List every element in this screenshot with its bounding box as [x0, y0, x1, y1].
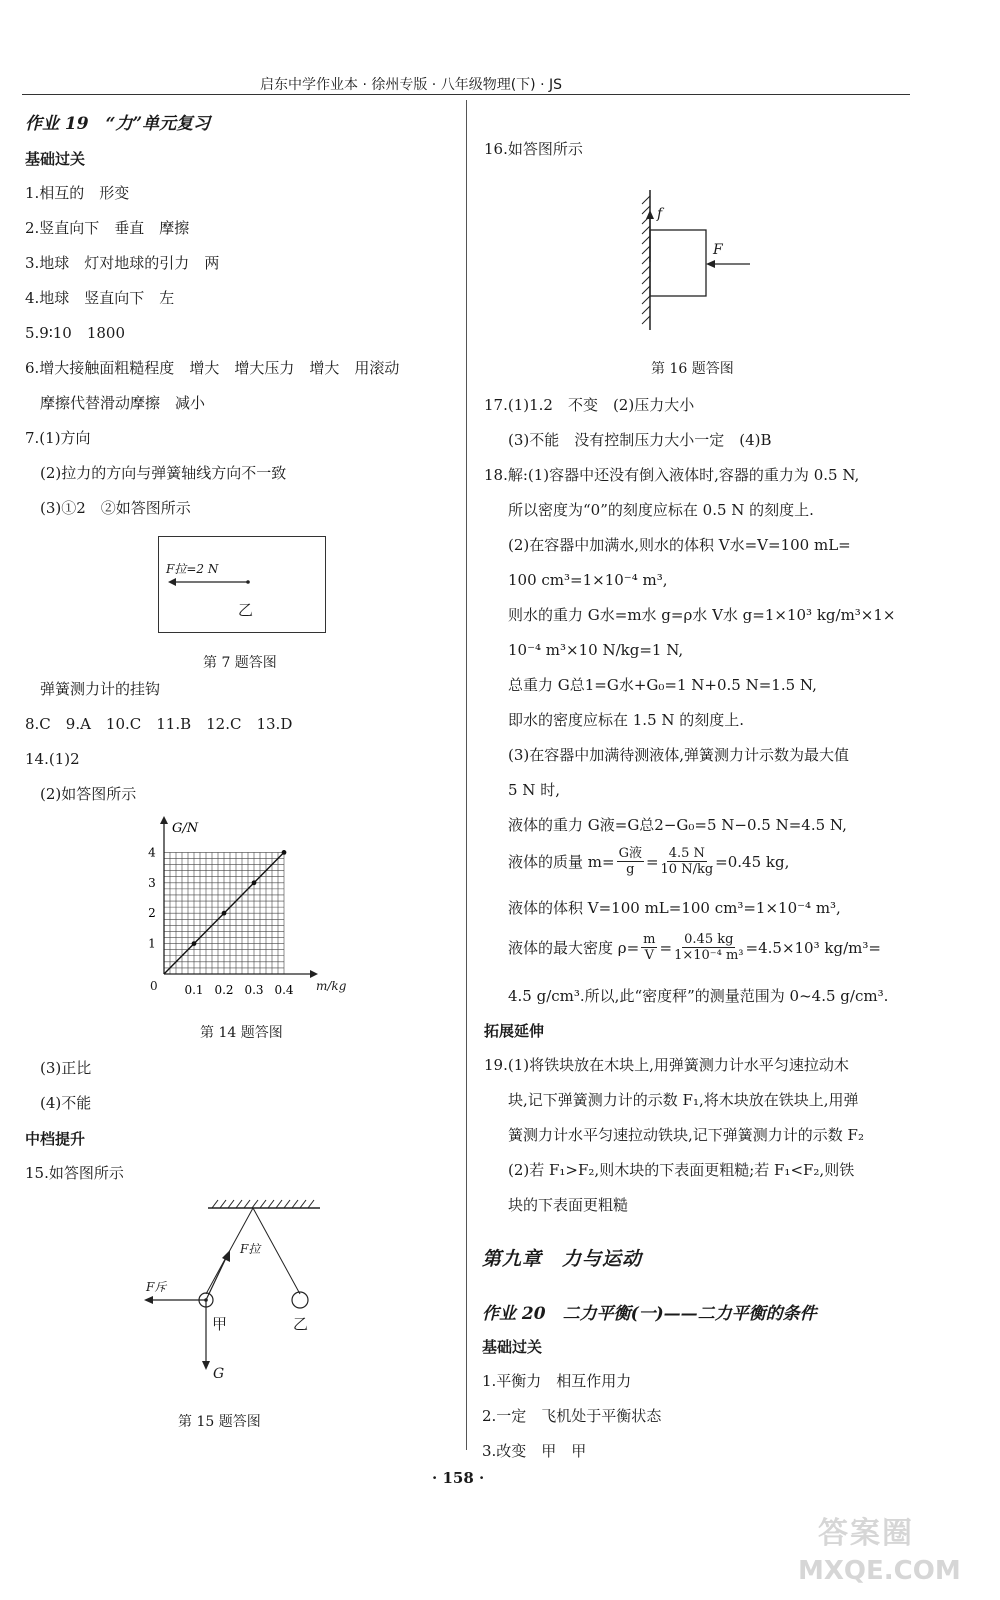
basic-heading-2: 基础过关 — [482, 1338, 543, 1356]
answer-20-2: 2.一定 飞机处于平衡状态 — [482, 1407, 662, 1425]
answer-7-after: 弹簧测力计的挂钩 — [40, 680, 161, 698]
answer-20-1: 1.平衡力 相互作用力 — [482, 1372, 632, 1390]
answer-5: 5.9∶10 1800 — [25, 324, 126, 342]
answer-3: 3.地球 灯对地球的引力 两 — [25, 254, 220, 272]
answer-2: 2.竖直向下 垂直 摩擦 — [25, 219, 190, 237]
answer-17-1: 17.(1)1.2 不变 (2)压力大小 — [484, 396, 695, 414]
ball-yi — [292, 1292, 308, 1308]
answer-7-3: (3)①2 ②如答图所示 — [40, 499, 191, 517]
fraction-num: m — [643, 932, 656, 947]
figure-15-diagram — [140, 1196, 340, 1396]
answer-18-7: 总重力 G总1=G水+G₀=1 N+0.5 N=1.5 N, — [508, 676, 817, 694]
answer-14-1: 14.(1)2 — [25, 750, 80, 768]
fraction-den: 10 N/kg — [660, 862, 714, 877]
answer-7-2: (2)拉力的方向与弹簧轴线方向不一致 — [40, 464, 287, 482]
fraction-values — [674, 932, 743, 963]
answer-1: 1.相互的 形变 — [25, 184, 130, 202]
answer-6-line2: 摩擦代替滑动摩擦 减小 — [40, 394, 206, 412]
equals-sign: = — [645, 852, 659, 871]
label-F-la: F拉 — [240, 1242, 261, 1256]
density-prefix: 液体的最大密度 ρ= — [508, 938, 640, 957]
label-F-chi: F斥 — [146, 1280, 167, 1294]
fraction-den: 1×10⁻⁴ m³ — [674, 948, 744, 963]
answer-19-2: 块,记下弹簧测力计的示数 F₁,将木块放在铁块上,用弹 — [508, 1091, 859, 1109]
section-title-19: 作业 19 “力”单元复习 — [25, 114, 211, 134]
y-tick-label: 2 — [148, 906, 156, 921]
figure-14-caption: 第 14 题答图 — [200, 1025, 283, 1041]
answer-8-13: 8.C 9.A 10.C 11.B 12.C 13.D — [25, 715, 293, 733]
x-axis-arrow — [310, 970, 318, 978]
running-header: 启东中学作业本 · 徐州专版 · 八年级物理(下) · JS — [260, 77, 562, 93]
watermark-logo: 答案圈 — [818, 1516, 914, 1551]
fraction-den: g — [626, 862, 635, 877]
figure-16-caption: 第 16 题答图 — [651, 361, 734, 377]
equals-sign: = — [659, 938, 673, 957]
fraction-num: 4.5 N — [668, 846, 705, 861]
x-tick-label: 0.2 — [214, 983, 234, 997]
answer-19-5: 块的下表面更粗糙 — [508, 1196, 629, 1214]
answer-19-1: 19.(1)将铁块放在木块上,用弹簧测力计水平匀速拉动木 — [484, 1056, 849, 1074]
chart-origin-label: 0 — [150, 979, 158, 993]
column-divider — [466, 100, 467, 1450]
mid-heading: 中档提升 — [25, 1130, 86, 1148]
answer-18-11: 液体的重力 G液=G总2−G₀=5 N−0.5 N=4.5 N, — [508, 816, 847, 834]
answer-18-5: 则水的重力 G水=m水 g=ρ水 V水 g=1×10³ kg/m³×1× — [508, 606, 896, 624]
label-f: f — [657, 206, 663, 222]
answer-15: 15.如答图所示 — [25, 1164, 124, 1182]
block — [650, 230, 706, 296]
fraction-G-g — [617, 846, 644, 877]
data-point — [252, 880, 257, 885]
answer-18-6: 10⁻⁴ m³×10 N/kg=1 N, — [508, 641, 684, 659]
figure-15-caption: 第 15 题答图 — [178, 1414, 261, 1430]
answer-14-4: (4)不能 — [40, 1094, 92, 1112]
figure-7-force-label: F拉=2 N — [166, 562, 219, 576]
answer-18-8: 即水的密度应标在 1.5 N 的刻度上. — [508, 711, 745, 729]
label-F: F — [713, 242, 723, 258]
answer-7-1: 7.(1)方向 — [25, 429, 91, 447]
answer-18-13: 液体的体积 V=100 mL=100 cm³=1×10⁻⁴ m³, — [508, 899, 841, 917]
answer-18-14 — [508, 932, 881, 963]
figure-16-diagram — [620, 186, 770, 336]
fraction-m-V — [641, 932, 657, 963]
y-tick-label: 3 — [148, 875, 156, 890]
arrow-F-la — [206, 1258, 226, 1300]
answer-19-4: (2)若 F₁>F₂,则木块的下表面更粗糙;若 F₁<F₂,则铁 — [508, 1161, 855, 1179]
answer-17-2: (3)不能 没有控制压力大小一定 (4)B — [508, 431, 772, 449]
answer-16: 16.如答图所示 — [484, 140, 583, 158]
answer-6-line1: 6.增大接触面粗糙程度 增大 增大压力 增大 用滚动 — [25, 359, 400, 377]
header-rule — [22, 94, 910, 95]
x-tick-label: 0.3 — [244, 983, 264, 997]
chart-x-unit: m/kg — [316, 979, 347, 993]
fraction-values — [661, 846, 714, 877]
density-result: =4.5×10³ kg/m³= — [745, 938, 881, 957]
answer-19-3: 簧测力计水平匀速拉动铁块,记下弹簧测力计的示数 F₂ — [508, 1126, 864, 1144]
fraction-num: G液 — [618, 846, 642, 861]
answer-18-12 — [508, 846, 789, 877]
data-point — [222, 911, 227, 916]
watermark-text: MXQE.COM — [798, 1556, 961, 1586]
y-tick-label: 1 — [148, 936, 156, 951]
y-tick-label: 4 — [148, 845, 156, 860]
answer-18-15: 4.5 g/cm³.所以,此“密度秤”的测量范围为 0~4.5 g/cm³. — [508, 987, 889, 1005]
data-point — [282, 850, 287, 855]
answer-18-1: 18.解:(1)容器中还没有倒入液体时,容器的重力为 0.5 N, — [484, 466, 860, 484]
answer-18-9: (3)在容器中加满待测液体,弹簧测力计示数为最大值 — [508, 746, 850, 764]
mass-prefix: 液体的质量 m= — [508, 852, 615, 871]
figure-7-arrow — [168, 576, 258, 588]
y-axis-label: G/N — [172, 821, 199, 836]
basic-heading: 基础过关 — [25, 150, 86, 168]
fraction-num: 0.45 kg — [684, 932, 734, 947]
x-tick-label: 0.4 — [274, 983, 294, 997]
mass-result: =0.45 kg, — [715, 852, 790, 871]
ext-heading: 拓展延伸 — [484, 1022, 545, 1040]
data-point — [192, 941, 197, 946]
chapter-title: 第九章 力与运动 — [482, 1248, 643, 1270]
answer-20-3: 3.改变 甲 甲 — [482, 1442, 587, 1460]
answer-14-2: (2)如答图所示 — [40, 785, 137, 803]
answer-18-2: 所以密度为“0”的刻度应标在 0.5 N 的刻度上. — [508, 501, 814, 519]
label-yi: 乙 — [293, 1315, 309, 1333]
figure-14-chart — [140, 812, 360, 1002]
answer-18-10: 5 N 时, — [508, 781, 560, 799]
label-G: G — [213, 1366, 225, 1382]
x-tick-label: 0.1 — [184, 983, 204, 997]
figure-7-caption: 第 7 题答图 — [203, 655, 277, 671]
answer-14-3: (3)正比 — [40, 1059, 92, 1077]
y-axis-arrow — [160, 816, 168, 824]
fraction-den: V — [644, 948, 655, 963]
figure-7-point-label: 乙 — [238, 601, 254, 619]
answer-18-4: 100 cm³=1×10⁻⁴ m³, — [508, 571, 668, 589]
label-jia: 甲 — [212, 1315, 228, 1333]
section-title-20: 作业 20 二力平衡(一)——二力平衡的条件 — [482, 1304, 817, 1324]
answer-18-3: (2)在容器中加满水,则水的体积 V水=V=100 mL= — [508, 536, 851, 554]
answer-4: 4.地球 竖直向下 左 — [25, 289, 175, 307]
page-number: · 158 · — [432, 1469, 485, 1487]
